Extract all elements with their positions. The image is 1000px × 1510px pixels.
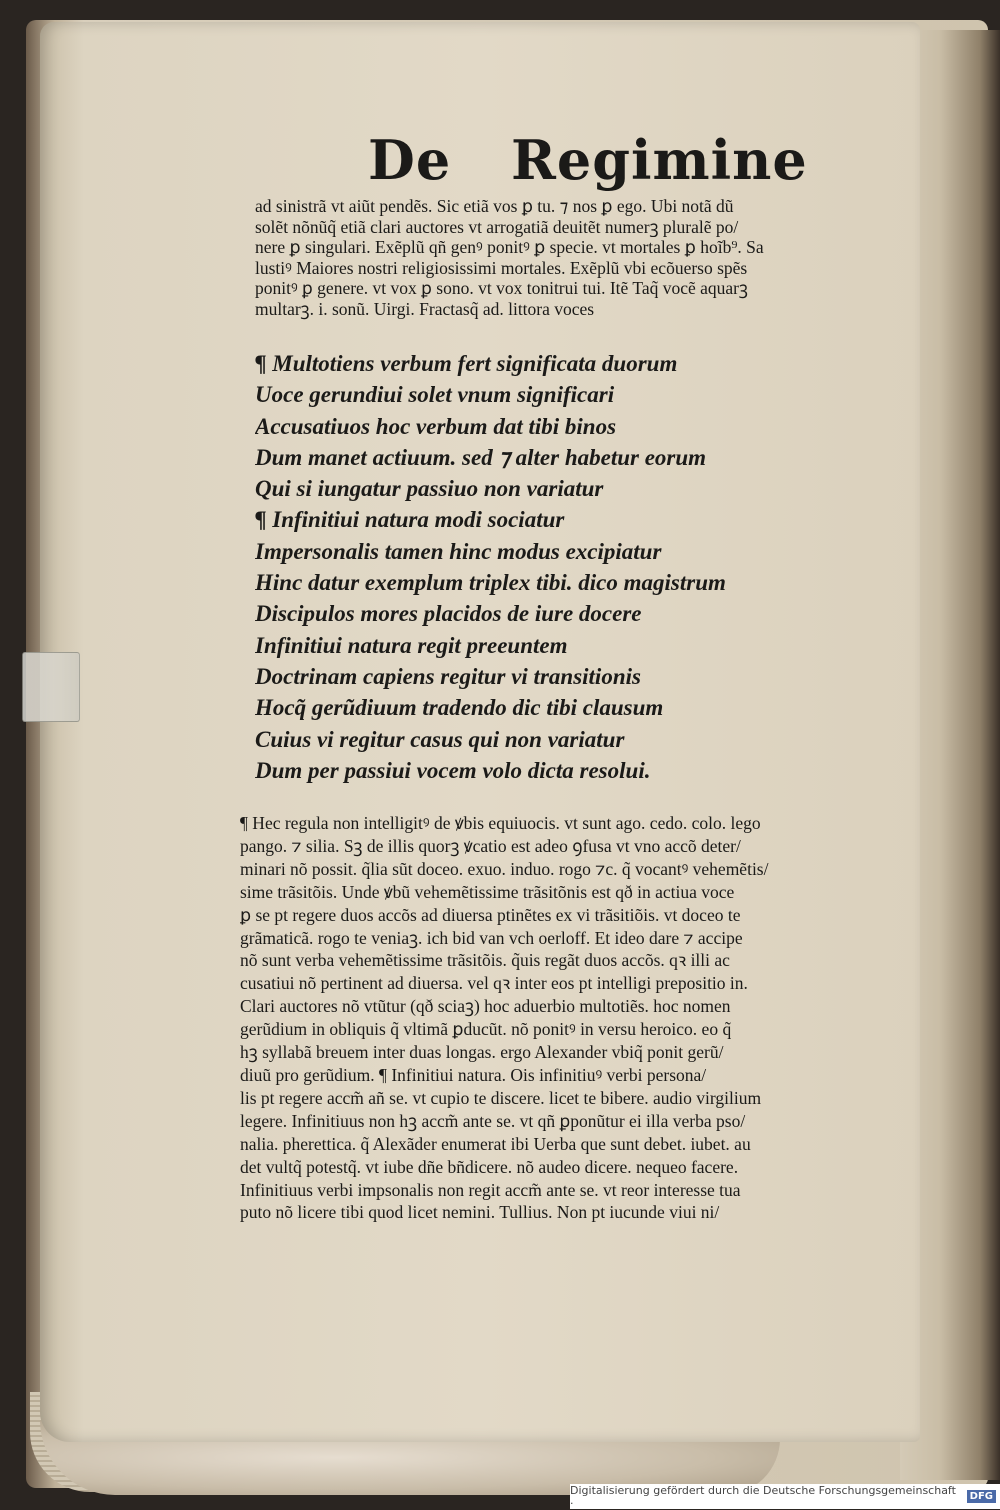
commentary-line: hꝫ syllabã breuem inter duas longas. ergo Alexander vbiq̃ ponit gerũ/ [240,1042,724,1063]
page-clip [22,652,80,722]
commentary-line: nõ sunt verba vehemẽtissime trãsitõis. q̃uis regãt duos accõs. qꝛ illi ac [240,950,730,971]
commentary-line: ponitꝰ ꝑ genere. vt vox ꝑ sono. vt vox tonitrui tui. Itẽ Taq̃ vocẽ aquarꝫ [255,278,748,299]
verse-line: Hinc datur exemplum triplex tibi. dico magistrum [255,570,726,596]
commentary-line: ad sinistrã vt aiũt pendẽs. Sic etiã vos ꝑ tu. ⁊ nos ꝑ ego. Ubi notã dũ [255,196,734,216]
verse-line: Dum manet actiuum. sed ⁊ alter habetur eorum [255,444,707,470]
commentary-line: nere ꝑ singulari. Exẽplũ qñ genꝰ ponitꝰ ꝑ specie. vt mortales ꝑ hoĩb⁹. Sa [255,237,764,258]
commentary-line: gerũdium in obliquis q̃ vltimã ꝑducũt. nõ ponitꝰ in versu heroico. eo q̃ [240,1019,732,1040]
commentary-line: nalia. pherettica. q̃ Alexãder enumerat ibi Uerba que sunt debet. iubet. au [240,1133,751,1154]
verse-line: ¶ Multotiens verbum fert significata duorum [255,351,678,376]
verse-line: Dum per passiui vocem volo dicta resolui. [255,757,651,783]
dfg-logo: DFG [967,1490,996,1503]
commentary-line: Clari auctores nõ vtũtur (qð sciaꝫ) hoc aduerbio multotiẽs. hoc nomen [240,996,731,1017]
commentary-line: lis pt regere accm̃ añ se. vt cupio te discere. licet te bibere. audio virgilium [240,1087,762,1108]
commentary-line: pango. ⁊ silia. Sꝫ de illis quorꝫ ꝟcatio est adeo ꝯfusa vt vno accõ deter/ [240,835,741,856]
commentary-line: det vultq̃ potestq̃. vt iube dñe bñdicere. nõ audeo dicere. nequeo facere. [240,1156,739,1177]
verse-line: Hocq̃ gerũdiuum tradendo dic tibi clausum [255,695,664,721]
verse-line: Qui si iungatur passiuo non variatur [255,476,604,502]
verse-line: Infinitiui natura regit preeuntem [255,632,568,658]
commentary-line: cusatiui nõ pertinent ad diuersa. vel qꝛ inter eos pt intelligi prepositio in. [240,973,748,994]
commentary-line: multarꝫ. i. sonũ. Uirgi. Fractasq̃ ad. littora voces [255,298,595,319]
commentary-line: lustiꝰ Maiores nostri religiosissimi mortales. Exẽplũ vbi ecõuerso spẽs [255,257,748,278]
verse-line: Uoce gerundiui solet vnum significari [255,382,615,408]
commentary-bottom [240,812,845,1224]
commentary-line: sime trãsitõis. Unde ꝟbũ vehemẽtissime trãsitõnis est qð in actiua voce [240,881,735,902]
commentary-line: puto nõ licere tibi quod licet nemini. Tullius. Non pt iucunde viui ni/ [240,1202,720,1223]
commentary-line: minari nõ possit. q̃lia sũt doceo. exuo. induo. rogo ⁊c. q̃ vocantꝰ vehemẽtis/ [240,858,769,879]
commentary-line: Infinitiuus verbi impsonalis non regit accm̃ ante se. vt reor interesse tua [240,1179,741,1200]
verse-line: Doctrinam capiens regitur vi transitionis [255,663,641,689]
verse-line: Discipulos mores placidos de iure docere [255,601,642,627]
verse-block [255,348,815,786]
footer-text: Digitalisierung gefördert durch die Deutsche Forschungsgemeinschaft · [570,1483,956,1510]
commentary-line: grãmaticã. rogo te veniaꝫ. ich bid van vch oerloff. Et ideo dare ⁊ accipe [240,927,743,948]
page-heading: De Regimine [368,128,808,192]
commentary-line: solẽt nõnũq̃ etiã clari auctores vt arrogatiã deuitẽt numerꝫ pluralẽ po/ [255,216,739,237]
verse-line: Impersonalis tamen hinc modus excipiatur [255,538,662,564]
verse-line: ¶ Infinitiui natura modi sociatur [255,507,565,533]
commentary-line: ¶ Hec regula non intelligitꝰ de ꝟbis equiuocis. vt sunt ago. cedo. colo. lego [240,813,761,833]
commentary-line: legere. Infinitiuus non hꝫ accm̃ ante se. vt qñ ꝑponũtur ei illa verba pso/ [240,1110,746,1131]
footer-credit [570,1484,1000,1509]
verse-line: Cuius vi regitur casus qui non variatur [255,726,625,752]
verse-line: Accusatiuos hoc verbum dat tibi binos [255,413,617,439]
commentary-line: ꝑ se pt regere duos accõs ad diuersa ptinẽtes ex vi trãsitiõis. vt doceo te [240,904,741,925]
commentary-line: diuũ pro gerũdium. ¶ Infinitiui natura. Ois infinitiuꝰ verbi persona/ [240,1064,707,1085]
commentary-top [255,196,865,320]
